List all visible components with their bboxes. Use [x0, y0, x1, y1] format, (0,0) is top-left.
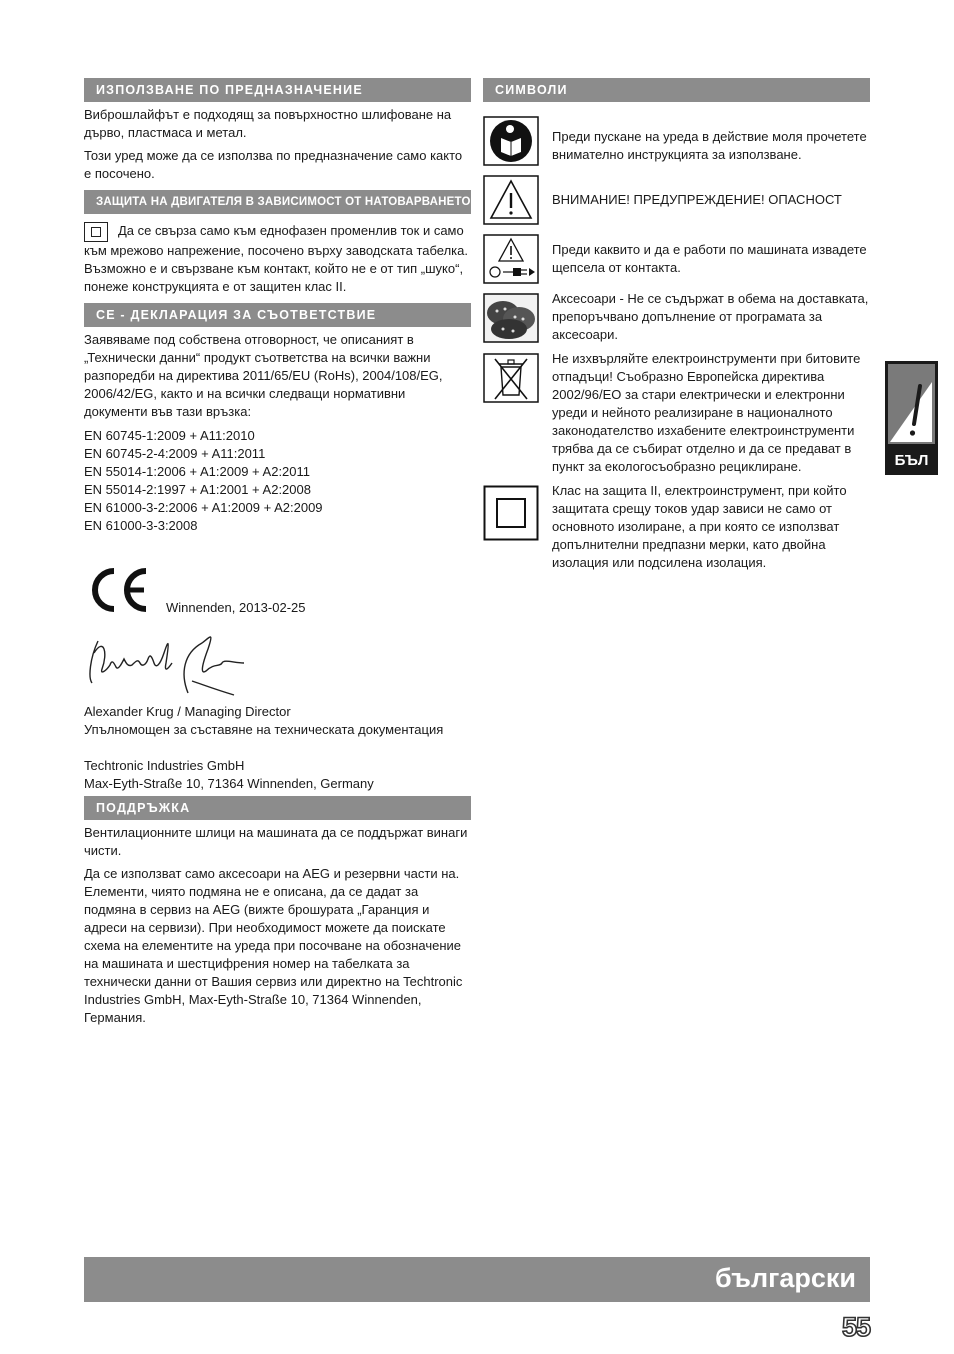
standard-item: EN 61000-3-3:2008 [84, 518, 198, 533]
authorized-representative: Упълномощен за съставяне на техническата документация [84, 722, 444, 737]
exclamation-icon [888, 364, 935, 444]
read-manual-icon [483, 116, 539, 166]
section-heading-intended-use: ИЗПОЛЗВАНЕ ПО ПРЕДНАЗНАЧЕНИЕ [84, 78, 471, 102]
symbol-text: Преди пускане на уреда в действие моля прочетете внимателно инструкцията за използване. [552, 129, 867, 162]
motor-protection-body: Да се свърза само към еднофазен променлив ток и само към мрежово напрежение, посочено върху заводската табелка. Възможно е и свързване към контакт, който не е от тип „шуко“, понеже конструкцията е от защитен клас II. [84, 223, 468, 294]
standards-list [84, 427, 471, 535]
motor-protection-text [84, 222, 471, 296]
footer-language-label: български [714, 1263, 856, 1293]
ce-mark-row [84, 563, 471, 613]
symbol-text: Аксесоари - Не се съдържат в обема на доставката, препоръчвано допълнение от програмата за аксесоари. [552, 291, 869, 342]
footer-language-bar [84, 1257, 870, 1302]
language-tab-label: БЪЛ [894, 452, 929, 469]
standard-item: EN 61000-3-2:2006 + A1:2009 + A2:2009 [84, 500, 323, 515]
symbol-row [483, 234, 870, 284]
maintenance-text-2: Да се използват само аксесоари на AEG и резервни части на. Елементи, чиято подмяна не е описана, да се дадат за подмяна в сервиз на AEG (вижте брошурата „Гаранция и адреси на сервизи). При необходимост можете да поискате схема на елементите на уреда при посочване на обозначение на машината и шестцифрения номер на табелката за технически данни от Вашия сервиз или директно на Techtronic Industries GmbH, Max-Eyth-Straße 10, 71364 Winnenden, Германия. [84, 866, 463, 1025]
company-name: Techtronic Industries GmbH [84, 758, 245, 773]
symbol-row [483, 485, 870, 572]
left-column [84, 78, 471, 1032]
warning-graphic [888, 364, 935, 444]
class-ii-icon [483, 485, 539, 541]
unplug-icon [483, 234, 539, 284]
section-heading-maintenance: ПОДДРЪЖКА [84, 796, 471, 820]
ce-mark-icon [84, 567, 150, 613]
standard-item: EN 60745-2-4:2009 + A11:2011 [84, 446, 266, 461]
standard-item: EN 55014-1:2006 + A1:2009 + A2:2011 [84, 464, 311, 479]
symbol-row [483, 353, 870, 476]
signer-name: Alexander Krug / Managing Director [84, 704, 291, 719]
maintenance-text-1: Вентилационните шлици на машината да се поддържат винаги чисти. [84, 825, 468, 858]
class-ii-small-icon [84, 222, 108, 242]
signature [84, 623, 471, 703]
symbol-row [483, 175, 870, 225]
page-number: 55 [841, 1312, 870, 1342]
place-date: Winnenden, 2013-02-25 [166, 600, 306, 615]
section-heading-motor-protection: ЗАЩИТА НА ДВИГАТЕЛЯ В ЗАВИСИМОСТ ОТ НАТОВАРВАНЕТО [84, 190, 471, 214]
symbol-text: Не изхвърляйте електроинструменти при битовите отпадъци! Съобразно Европейска директива 2002/96/ЕО за стари електрически и електронни уреди и нейното реализиране в националното законодателство изхабените електроинструменти трябва да се събират отделно и да се предават в пункт за екологосъобразно рециклиране. [552, 351, 861, 474]
standard-item: EN 55014-2:1997 + A1:2001 + A2:2008 [84, 482, 311, 497]
symbol-row [483, 293, 870, 344]
ce-declaration-text: Заявяваме под собствена отговорност, че описаният в „Технически данни“ продукт съответства на всички важни разпоредби на директива 2011/65/EU (RoHs), 2004/108/EG, 2006/42/EG, както и на всички следващи нормативни документи във тази връзка: [84, 332, 443, 419]
symbol-row [483, 116, 870, 166]
intended-use-text-1: Виброшлайфът е подходящ за повърхностно шлифоване на дърво, пластмаса и метал. [84, 107, 452, 140]
spacer [84, 739, 471, 757]
section-heading-symbols: СИМВОЛИ [483, 78, 870, 102]
right-column [483, 78, 870, 581]
signature-image [84, 623, 254, 703]
symbol-text: Преди каквито и да е работи по машината извадете щепсела от контакта. [552, 242, 867, 275]
language-tab [885, 361, 938, 475]
crossed-bin-icon [483, 353, 539, 403]
accessories-icon [483, 293, 539, 343]
symbol-text: ВНИМАНИЕ! ПРЕДУПРЕЖДЕНИЕ! ОПАСНОСТ [552, 192, 842, 207]
company-address: Max-Eyth-Straße 10, 71364 Winnenden, Germany [84, 776, 374, 791]
warning-triangle-icon [483, 175, 539, 225]
intended-use-text-2: Този уред може да се използва по предназначение само както е посочено. [84, 148, 463, 181]
standard-item: EN 60745-1:2009 + A11:2010 [84, 428, 255, 443]
section-heading-ce-declaration: CE - ДЕКЛАРАЦИЯ ЗА СЪОТВЕТСТВИЕ [84, 303, 471, 327]
symbol-text: Клас на защита II, електроинструмент, при който защитата срещу токов удар зависи не само от основното изолиране, а при която се използват допълнителни предпазни мерки, като двойна изолация или подсилена изолация. [552, 483, 847, 570]
